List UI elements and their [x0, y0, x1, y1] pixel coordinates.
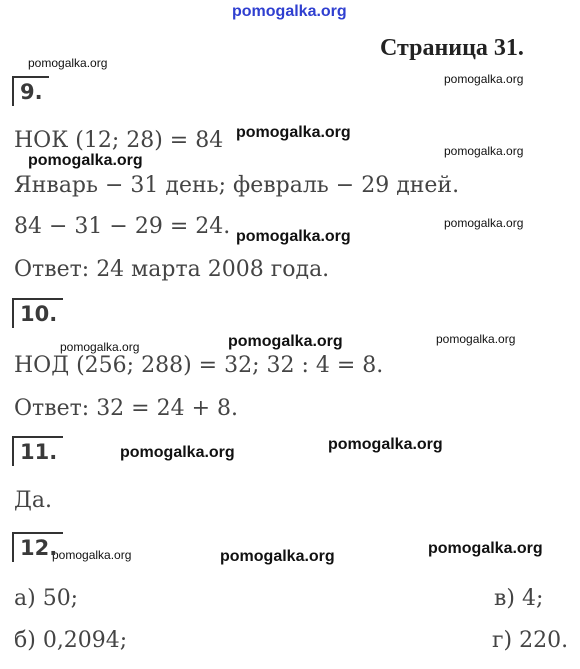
watermark: pomogalka.org [28, 152, 143, 169]
watermark: pomogalka.org [444, 216, 524, 230]
task12-answer-g: г) 220. [492, 628, 569, 653]
task-number-9: 9. [12, 76, 49, 106]
task10-answer: Ответ: 32 = 24 + 8. [14, 396, 239, 421]
task-number-12: 12. [12, 532, 63, 562]
watermark: pomogalka.org [228, 333, 343, 350]
watermark: pomogalka.org [328, 436, 443, 453]
watermark: pomogalka.org [60, 340, 140, 354]
task9-line1: НОК (12; 28) = 84 [14, 128, 224, 153]
watermark: pomogalka.org [220, 548, 335, 565]
watermark: pomogalka.org [236, 124, 351, 141]
task12-answer-b: б) 0,2094; [14, 628, 128, 653]
task9-line3: 84 − 31 − 29 = 24. [14, 214, 231, 239]
task-number-10: 10. [12, 298, 63, 328]
task11-answer: Да. [14, 488, 52, 513]
task9-line2: Январь − 31 день; февраль − 29 дней. [14, 173, 460, 198]
watermark: pomogalka.org [444, 144, 524, 158]
task12-answer-a: а) 50; [14, 586, 79, 611]
watermark: pomogalka.org [52, 548, 132, 562]
watermark: pomogalka.org [428, 540, 543, 557]
task12-answer-v: в) 4; [494, 586, 544, 611]
watermark-top: pomogalka.org [232, 3, 347, 20]
task-number-11: 11. [12, 436, 63, 466]
watermark: pomogalka.org [436, 332, 516, 346]
watermark: pomogalka.org [444, 72, 524, 86]
watermark: pomogalka.org [28, 56, 108, 70]
task9-answer: Ответ: 24 марта 2008 года. [14, 257, 330, 282]
watermark: pomogalka.org [120, 444, 235, 461]
watermark: pomogalka.org [236, 228, 351, 245]
task10-line1: НОД (256; 288) = 32; 32 : 4 = 8. [14, 353, 384, 378]
page-title: Страница 31. [380, 35, 524, 61]
